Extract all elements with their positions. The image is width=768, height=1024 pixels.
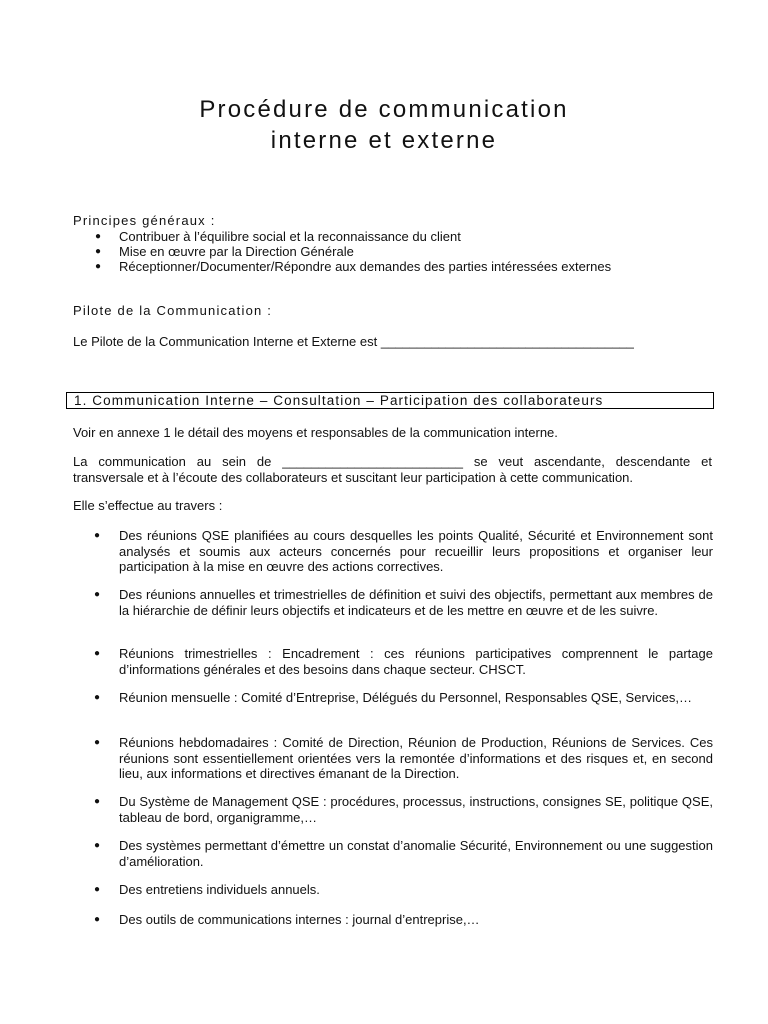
list-item-text: Réunion mensuelle : Comité d’Entreprise, Délégués du Personnel, Responsables QSE, Services,… [119,690,693,705]
title-line-1: Procédure de communication [199,96,569,123]
bullet-icon: ● [94,648,101,659]
bullet-icon: ● [94,589,101,600]
bullet-icon: ● [94,692,101,703]
list-item-text: Des réunions QSE planifiées au cours desquelles les points Qualité, Sécurité et Environnement sont analysés et soumis aux acteurs concernés pour recueillir leurs propositions et organiser leur participation à la mise en œuvre des actions correctives. [119,528,713,575]
list-item-text: Des réunions annuelles et trimestrielles de définition et suivi des objectifs, permettant aux membres de la hiérarchie de définir leurs objectifs et indicateurs et de les mettre en œuvre et de les suivre. [119,587,713,618]
list-item [73,882,713,898]
list-item-text: Des outils de communications internes : journal d’entreprise,… [119,912,480,927]
bullet-icon: ● [94,796,101,807]
section-1-header [66,392,714,409]
section-1-lead: Elle s’effectue au travers : [73,498,223,513]
bullet-icon: ● [94,737,101,748]
section-1-paragraph: La communication au sein de _________________________ se veut ascendante, descendante et transversale et à l’écoute des collaborateurs et suscitant leur participation à cette communication. [73,454,712,485]
bullet-icon: ● [95,231,102,242]
principes-item-text: Réceptionner/Documenter/Répondre aux demandes des parties intéressées externes [119,259,612,274]
list-item [73,646,713,677]
bullet-icon: ● [94,530,101,541]
title-line-2: interne et externe [270,127,498,154]
list-item-text: Du Système de Management QSE : procédures, processus, instructions, consignes SE, politique QSE, tableau de bord, organigramme,… [119,794,713,825]
principes-item-text: Mise en œuvre par la Direction Générale [119,244,354,259]
list-item [73,735,713,782]
list-item-text: Des systèmes permettant d’émettre un constat d’anomalie Sécurité, Environnement ou une suggestion d’amélioration. [119,838,713,869]
list-item-text: Réunions hebdomadaires : Comité de Direction, Réunion de Production, Réunions de Services. Ces réunions sont essentiellement orientées vers la remontée d’informations et des risques et, en second lieu, aux informations et directives émanant de la Direction. [119,735,713,782]
principes-heading: Principes généraux : [73,213,216,228]
list-item [73,912,713,928]
section-1-intro: Voir en annexe 1 le détail des moyens et responsables de la communication interne. [73,425,558,440]
pilote-sentence: Le Pilote de la Communication Interne et Externe est ___________________________________ [73,334,634,349]
pilote-heading: Pilote de la Communication : [73,303,273,318]
bullet-icon: ● [95,246,102,257]
list-item [73,528,713,575]
bullet-icon: ● [94,840,101,851]
principes-item-text: Contribuer à l’équilibre social et la reconnaissance du client [119,229,461,244]
bullet-icon: ● [95,261,102,272]
list-item [73,838,713,869]
list-item [73,794,713,825]
section-1-title: 1. Communication Interne – Consultation – Participation des collaborateurs [74,393,604,408]
list-item-text: Réunions trimestrielles : Encadrement : ces réunions participatives comprennent le partage d’informations générales et des besoins dans chaque secteur. CHSCT. [119,646,713,677]
list-item [73,587,713,618]
list-item [73,690,713,706]
document-title [0,94,768,156]
bullet-icon: ● [94,914,101,925]
list-item-text: Des entretiens individuels annuels. [119,882,320,897]
bullet-icon: ● [94,884,101,895]
